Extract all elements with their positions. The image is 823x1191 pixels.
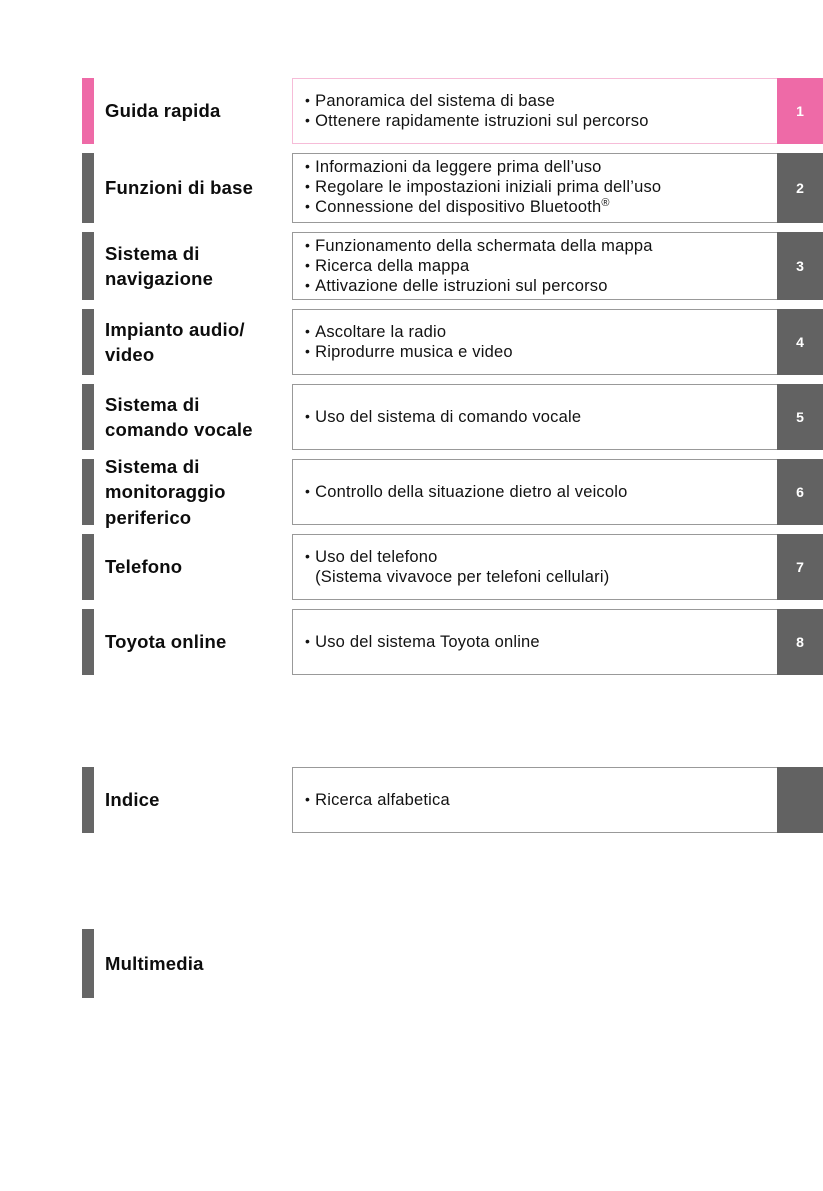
section-number-tab [777, 767, 823, 833]
section-title-line: video [105, 344, 155, 365]
toc-section-multimedia [0, 929, 823, 998]
bullet-icon: • [305, 548, 311, 564]
section-title [105, 153, 289, 223]
topic-text: Informazioni da leggere prima dell’uso [315, 158, 602, 176]
section-title-line: Guida rapida [105, 100, 221, 122]
section-number-tab: 1 [777, 78, 823, 144]
section-number-tab: 7 [777, 534, 823, 600]
topic-item [305, 407, 769, 427]
topic-item [305, 632, 769, 652]
section-title-line: comando vocale [105, 419, 253, 440]
topic-item [305, 342, 769, 362]
topic-item [305, 111, 769, 131]
topic-text: Attivazione delle istruzioni sul percorso [315, 277, 608, 295]
toc-section-funzioni-di-base [0, 153, 823, 223]
section-number-tab: 6 [777, 459, 823, 525]
topic-item [305, 482, 769, 502]
topic-text: Regolare le impostazioni iniziali prima dell’uso [315, 178, 662, 196]
bullet-icon: • [305, 178, 311, 194]
section-number-tab: 3 [777, 232, 823, 300]
topic-text: Ascoltare la radio [315, 323, 447, 341]
topic-item [305, 177, 769, 197]
topic-text: (Sistema vivavoce per telefoni cellulari) [315, 568, 610, 586]
topic-text: Uso del sistema di comando vocale [315, 408, 582, 426]
topic-item [305, 236, 769, 256]
bullet-icon: • [305, 158, 311, 174]
topic-text: Connessione del dispositivo Bluetooth [315, 198, 602, 216]
bullet-icon: • [305, 277, 311, 293]
toc-section-telefono [0, 534, 823, 600]
section-title-line: Sistema di [105, 242, 200, 264]
topic-list [293, 157, 777, 219]
topic-item [305, 547, 769, 567]
section-title [105, 232, 289, 300]
section-number-tab: 8 [777, 609, 823, 675]
section-title-line: periferico [105, 506, 192, 528]
section-title [105, 609, 289, 675]
topic-text: Ricerca della mappa [315, 257, 470, 275]
section-accent-bar [82, 78, 94, 144]
section-topics-box [292, 534, 777, 600]
bullet-icon: • [305, 198, 311, 214]
topic-text: Riprodurre musica e video [315, 343, 513, 361]
bullet-icon: • [305, 323, 311, 339]
bullet-icon: • [305, 92, 311, 108]
section-title-line: Funzioni di base [105, 177, 254, 199]
topic-item [305, 91, 769, 111]
topic-list [293, 322, 777, 362]
bullet-icon: • [305, 633, 311, 649]
bullet-icon: • [305, 343, 311, 359]
section-accent-bar [82, 929, 94, 998]
section-topics-box [292, 459, 777, 525]
section-title-line: Sistema di [105, 393, 200, 415]
section-title-line: Multimedia [105, 952, 204, 974]
section-topics-box [292, 767, 777, 833]
section-number-tab: 5 [777, 384, 823, 450]
toc-section-indice [0, 767, 823, 833]
bullet-icon: • [305, 483, 311, 499]
topic-text: Ricerca alfabetica [315, 791, 450, 809]
section-title-line: monitoraggio [105, 481, 226, 503]
topic-list [293, 482, 777, 502]
bullet-icon: • [305, 408, 311, 424]
section-number-tab: 2 [777, 153, 823, 223]
bullet-icon: • [305, 237, 311, 253]
topic-text: Funzionamento della schermata della mappa [315, 237, 653, 255]
section-topics-box [292, 609, 777, 675]
topic-item [305, 157, 769, 177]
toc-section-sistema-di-navigazione [0, 232, 823, 300]
topic-text: Panoramica del sistema di base [315, 92, 555, 110]
section-title-line: Telefono [105, 556, 183, 578]
section-title [105, 309, 289, 375]
section-title [105, 534, 289, 600]
section-accent-bar [82, 534, 94, 600]
section-title-line: Indice [105, 789, 160, 811]
section-number-tab: 4 [777, 309, 823, 375]
section-title-line: Toyota online [105, 631, 227, 653]
section-title [105, 455, 289, 528]
registered-trademark-icon: ® [601, 197, 610, 209]
section-accent-bar [82, 153, 94, 223]
section-accent-bar [82, 767, 94, 833]
section-accent-bar [82, 459, 94, 525]
toc-section-sistema-di-comando-vocale [0, 384, 823, 450]
bullet-icon: • [305, 791, 311, 807]
topic-list [293, 790, 777, 810]
bullet-icon: • [305, 257, 311, 273]
toc-section-toyota-online [0, 609, 823, 675]
toc-section-sistema-di-monitoraggio-periferico [0, 455, 823, 528]
section-title-line: Sistema di [105, 455, 200, 477]
topic-item [305, 256, 769, 276]
topic-list [293, 91, 777, 131]
section-title [105, 78, 289, 144]
topic-text: Uso del sistema Toyota online [315, 633, 540, 651]
bullet-icon: • [305, 112, 311, 128]
section-topics-box [292, 153, 777, 223]
topic-list [293, 547, 777, 587]
topic-item [305, 322, 769, 342]
topic-text: Uso del telefono [315, 548, 438, 566]
topic-text: Ottenere rapidamente istruzioni sul percorso [315, 112, 649, 130]
section-title-line: Impianto audio/ [105, 318, 245, 340]
toc-section-guida-rapida [0, 78, 823, 144]
toc-section-impianto-audio-video [0, 309, 823, 375]
section-title [105, 384, 289, 450]
topic-list [293, 236, 777, 296]
section-topics-box [292, 78, 777, 144]
section-topics-box [292, 384, 777, 450]
section-topics-box [292, 232, 777, 300]
section-title [105, 929, 289, 998]
section-accent-bar [82, 309, 94, 375]
topic-item [305, 790, 769, 810]
topic-list [293, 407, 777, 427]
section-topics-box [292, 309, 777, 375]
topic-item [305, 197, 769, 219]
section-accent-bar [82, 609, 94, 675]
topic-list [293, 632, 777, 652]
topic-item [305, 567, 769, 587]
section-accent-bar [82, 384, 94, 450]
section-accent-bar [82, 232, 94, 300]
section-title-line: navigazione [105, 268, 214, 289]
section-title [105, 767, 289, 833]
topic-text: Controllo della situazione dietro al veicolo [315, 483, 628, 501]
topic-item [305, 276, 769, 296]
